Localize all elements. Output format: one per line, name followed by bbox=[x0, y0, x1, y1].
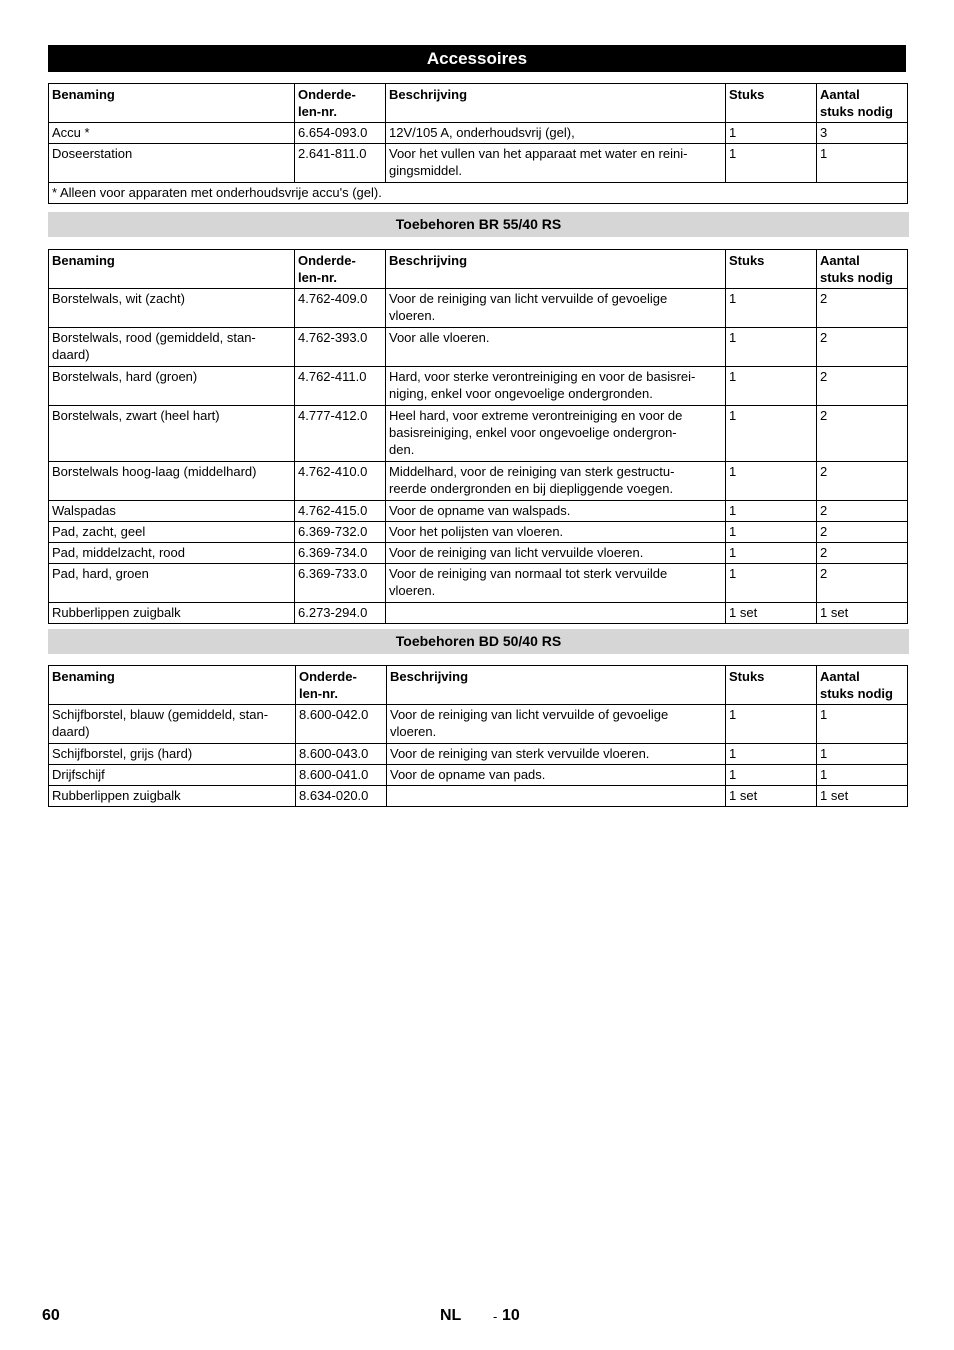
table-header-row bbox=[49, 84, 908, 123]
table-cell: 1 set bbox=[817, 603, 908, 624]
table-cell: 6.369-734.0 bbox=[295, 543, 386, 564]
column-header: Onderde- len-nr. bbox=[295, 84, 386, 123]
page-number: 60 bbox=[42, 1307, 60, 1324]
table-row bbox=[49, 705, 908, 744]
table-row bbox=[49, 765, 908, 786]
table-cell: 1 set bbox=[726, 603, 817, 624]
table-cell: 8.600-042.0 bbox=[296, 705, 387, 744]
table-cell: Pad, middelzacht, rood bbox=[49, 543, 295, 564]
table-cell: 2 bbox=[817, 501, 908, 522]
table-cell: 2 bbox=[817, 564, 908, 603]
table-cell: Borstelwals, zwart (heel hart) bbox=[49, 406, 295, 462]
table-cell: 2 bbox=[817, 543, 908, 564]
column-header: Onderde- len-nr. bbox=[296, 666, 387, 705]
table-cell: 1 bbox=[726, 705, 817, 744]
table-cell: Heel hard, voor extreme verontreiniging en voor de basisreiniging, enkel voor ongevoelige ondergron- den. bbox=[386, 406, 726, 462]
table-cell: 6.654-093.0 bbox=[295, 123, 386, 144]
column-header: Stuks bbox=[726, 84, 817, 123]
table-cell: 1 bbox=[817, 744, 908, 765]
table-cell: 2 bbox=[817, 462, 908, 501]
column-header: Onderde- len-nr. bbox=[295, 250, 386, 289]
table-cell: 1 bbox=[726, 144, 817, 183]
table-cell: 4.762-415.0 bbox=[295, 501, 386, 522]
table-cell: 2 bbox=[817, 367, 908, 406]
table-footnote: * Alleen voor apparaten met onderhoudsvrije accu's (gel). bbox=[49, 183, 908, 204]
table-row bbox=[49, 406, 908, 462]
column-header: Aantal stuks nodig bbox=[817, 84, 908, 123]
table-header-row bbox=[49, 666, 908, 705]
table-cell: 4.777-412.0 bbox=[295, 406, 386, 462]
table-cell: 1 set bbox=[726, 786, 817, 807]
table-cell: 1 bbox=[726, 522, 817, 543]
table-cell: Voor de reiniging van licht vervuilde of gevoelige vloeren. bbox=[387, 705, 726, 744]
table-cell: 1 bbox=[726, 765, 817, 786]
br-accessories-table bbox=[48, 249, 908, 624]
column-header: Beschrijving bbox=[386, 250, 726, 289]
table-cell: Walspadas bbox=[49, 501, 295, 522]
table-cell: Voor de reiniging van sterk vervuilde vloeren. bbox=[387, 744, 726, 765]
table-cell: Middelhard, voor de reiniging van sterk gestructu- reerde ondergronden en bij diepliggende voegen. bbox=[386, 462, 726, 501]
table-cell: Accu * bbox=[49, 123, 295, 144]
column-header: Benaming bbox=[49, 666, 296, 705]
table-cell bbox=[386, 603, 726, 624]
table-row bbox=[49, 123, 908, 144]
table-cell: 1 bbox=[817, 705, 908, 744]
table-cell: 8.634-020.0 bbox=[296, 786, 387, 807]
table-cell: 2 bbox=[817, 289, 908, 328]
table-cell: 1 bbox=[726, 406, 817, 462]
table-row bbox=[49, 786, 908, 807]
column-header: Stuks bbox=[726, 666, 817, 705]
table-cell: Voor de opname van pads. bbox=[387, 765, 726, 786]
table-row bbox=[49, 328, 908, 367]
table-cell: 2.641-811.0 bbox=[295, 144, 386, 183]
table-cell: Voor de reiniging van licht vervuilde vloeren. bbox=[386, 543, 726, 564]
table-cell: Voor alle vloeren. bbox=[386, 328, 726, 367]
table-cell: 1 bbox=[726, 462, 817, 501]
table-note-row bbox=[49, 183, 908, 204]
table-cell: Voor de reiniging van licht vervuilde of gevoelige vloeren. bbox=[386, 289, 726, 328]
table-cell: 4.762-410.0 bbox=[295, 462, 386, 501]
table-cell: Doseerstation bbox=[49, 144, 295, 183]
table-cell: 2 bbox=[817, 328, 908, 367]
subsection-title-bd: Toebehoren BD 50/40 RS bbox=[48, 629, 909, 654]
table-cell: Borstelwals, rood (gemiddeld, stan- daard) bbox=[49, 328, 295, 367]
table-cell: 2 bbox=[817, 522, 908, 543]
table-cell: 1 bbox=[726, 367, 817, 406]
table-cell: 1 bbox=[726, 328, 817, 367]
bd-accessories-table bbox=[48, 665, 908, 807]
table-row bbox=[49, 543, 908, 564]
section-title: Accessoires bbox=[48, 45, 906, 72]
table-cell: 1 bbox=[726, 501, 817, 522]
table-cell: 1 set bbox=[817, 786, 908, 807]
column-header: Stuks bbox=[726, 250, 817, 289]
column-header: Beschrijving bbox=[387, 666, 726, 705]
table-cell: 6.369-732.0 bbox=[295, 522, 386, 543]
table-cell: 8.600-041.0 bbox=[296, 765, 387, 786]
table-header-row bbox=[49, 250, 908, 289]
table-row bbox=[49, 144, 908, 183]
table-cell: 2 bbox=[817, 406, 908, 462]
sub-page-number: 10 bbox=[502, 1307, 520, 1324]
table-cell: Voor het vullen van het apparaat met water en reini- gingsmiddel. bbox=[386, 144, 726, 183]
table-cell: Pad, zacht, geel bbox=[49, 522, 295, 543]
table-cell: 4.762-411.0 bbox=[295, 367, 386, 406]
column-header: Aantal stuks nodig bbox=[817, 250, 908, 289]
table-cell: 1 bbox=[726, 543, 817, 564]
table-cell: 1 bbox=[726, 744, 817, 765]
table-cell: Borstelwals hoog-laag (middelhard) bbox=[49, 462, 295, 501]
table-row bbox=[49, 462, 908, 501]
language-code: NL bbox=[440, 1307, 462, 1324]
table-cell: Borstelwals, hard (groen) bbox=[49, 367, 295, 406]
table-row bbox=[49, 289, 908, 328]
footer-dash: - bbox=[493, 1309, 498, 1324]
table-cell: 8.600-043.0 bbox=[296, 744, 387, 765]
table-cell: Hard, voor sterke verontreiniging en voor de basisrei- niging, enkel voor ongevoelige ondergronden. bbox=[386, 367, 726, 406]
table-cell: 6.273-294.0 bbox=[295, 603, 386, 624]
table-cell: Pad, hard, groen bbox=[49, 564, 295, 603]
table-cell: Voor het polijsten van vloeren. bbox=[386, 522, 726, 543]
table-cell: Schijfborstel, blauw (gemiddeld, stan- daard) bbox=[49, 705, 296, 744]
table-row bbox=[49, 564, 908, 603]
table-cell: Voor de reiniging van normaal tot sterk vervuilde vloeren. bbox=[386, 564, 726, 603]
column-header: Aantal stuks nodig bbox=[817, 666, 908, 705]
table-cell bbox=[387, 786, 726, 807]
table-row bbox=[49, 603, 908, 624]
table-cell: 12V/105 A, onderhoudsvrij (gel), bbox=[386, 123, 726, 144]
table-cell: 1 bbox=[726, 289, 817, 328]
accessories-table bbox=[48, 83, 908, 204]
table-cell: Rubberlippen zuigbalk bbox=[49, 786, 296, 807]
table-row bbox=[49, 367, 908, 406]
table-cell: 6.369-733.0 bbox=[295, 564, 386, 603]
table-cell: 4.762-409.0 bbox=[295, 289, 386, 328]
column-header: Benaming bbox=[49, 250, 295, 289]
column-header: Benaming bbox=[49, 84, 295, 123]
table-row bbox=[49, 522, 908, 543]
table-cell: 3 bbox=[817, 123, 908, 144]
table-row bbox=[49, 501, 908, 522]
table-cell: 4.762-393.0 bbox=[295, 328, 386, 367]
table-cell: Voor de opname van walspads. bbox=[386, 501, 726, 522]
table-cell: Drijfschijf bbox=[49, 765, 296, 786]
table-cell: 1 bbox=[726, 123, 817, 144]
table-cell: 1 bbox=[726, 564, 817, 603]
column-header: Beschrijving bbox=[386, 84, 726, 123]
subsection-title-br: Toebehoren BR 55/40 RS bbox=[48, 212, 909, 237]
table-cell: 1 bbox=[817, 144, 908, 183]
table-cell: Borstelwals, wit (zacht) bbox=[49, 289, 295, 328]
table-cell: 1 bbox=[817, 765, 908, 786]
table-row bbox=[49, 744, 908, 765]
table-cell: Schijfborstel, grijs (hard) bbox=[49, 744, 296, 765]
table-cell: Rubberlippen zuigbalk bbox=[49, 603, 295, 624]
